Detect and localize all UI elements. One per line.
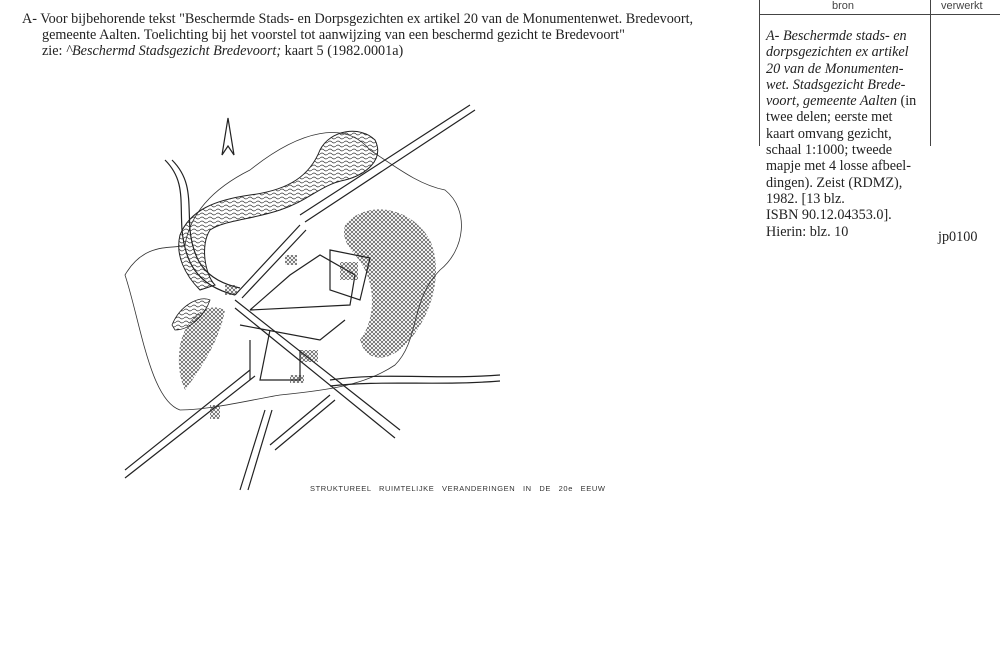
bron-line: dingen). Zeist (RDMZ), xyxy=(766,174,903,191)
intro-line-2: gemeente Aalten. Toelichting bij het voorstel tot aanwijzing van een beschermd gezicht te Bredevoort" xyxy=(42,27,625,43)
zie-label: zie: xyxy=(42,43,67,59)
bron-line: mapje met 4 losse afbeel- xyxy=(766,158,911,175)
bron-line: kaart omvang gezicht, xyxy=(766,125,892,142)
map-caption: STRUKTUREEL RUIMTELIJKE VERANDERINGEN IN DE 20e EEUW xyxy=(310,484,606,493)
bron-line: A- Beschermde stads- en xyxy=(766,28,907,44)
bron-line: twee delen; eerste met xyxy=(766,109,893,126)
bron-line-suffix: (in xyxy=(896,93,917,110)
roads xyxy=(125,105,500,490)
bron-line: schaal 1:1000; tweede xyxy=(766,142,893,159)
reference-suffix: kaart 5 (1982.0001a) xyxy=(281,43,404,59)
bron-line: dorpsgezichten ex artikel xyxy=(766,44,909,61)
bron-line: 1982. [13 blz. xyxy=(766,190,845,207)
bron-line: 20 van de Monumenten- xyxy=(766,60,904,77)
column-header-verwerkt: verwerkt xyxy=(941,0,983,12)
bron-line-italic: voort, gemeente Aalten xyxy=(766,93,897,110)
column-header-bron: bron xyxy=(832,0,855,12)
intro-line-1: A- Voor bijbehorende tekst "Beschermde Stads- en Dorpsgezichten ex artikel 20 van de Monumentenwet. Bredevoort, xyxy=(22,11,694,27)
north-arrow-icon xyxy=(222,118,234,155)
green-area-east xyxy=(344,209,436,357)
reference-title[interactable]: ^Beschermd Stadsgezicht Bredevoort; xyxy=(66,43,282,59)
bron-line: Hierin: blz. 10 xyxy=(766,223,849,240)
verwerkt-code: jp0100 xyxy=(938,229,978,245)
bron-line: ISBN 90.12.04353.0]. xyxy=(766,207,892,224)
bron-line: wet. Stadsgezicht Brede- xyxy=(766,76,906,93)
